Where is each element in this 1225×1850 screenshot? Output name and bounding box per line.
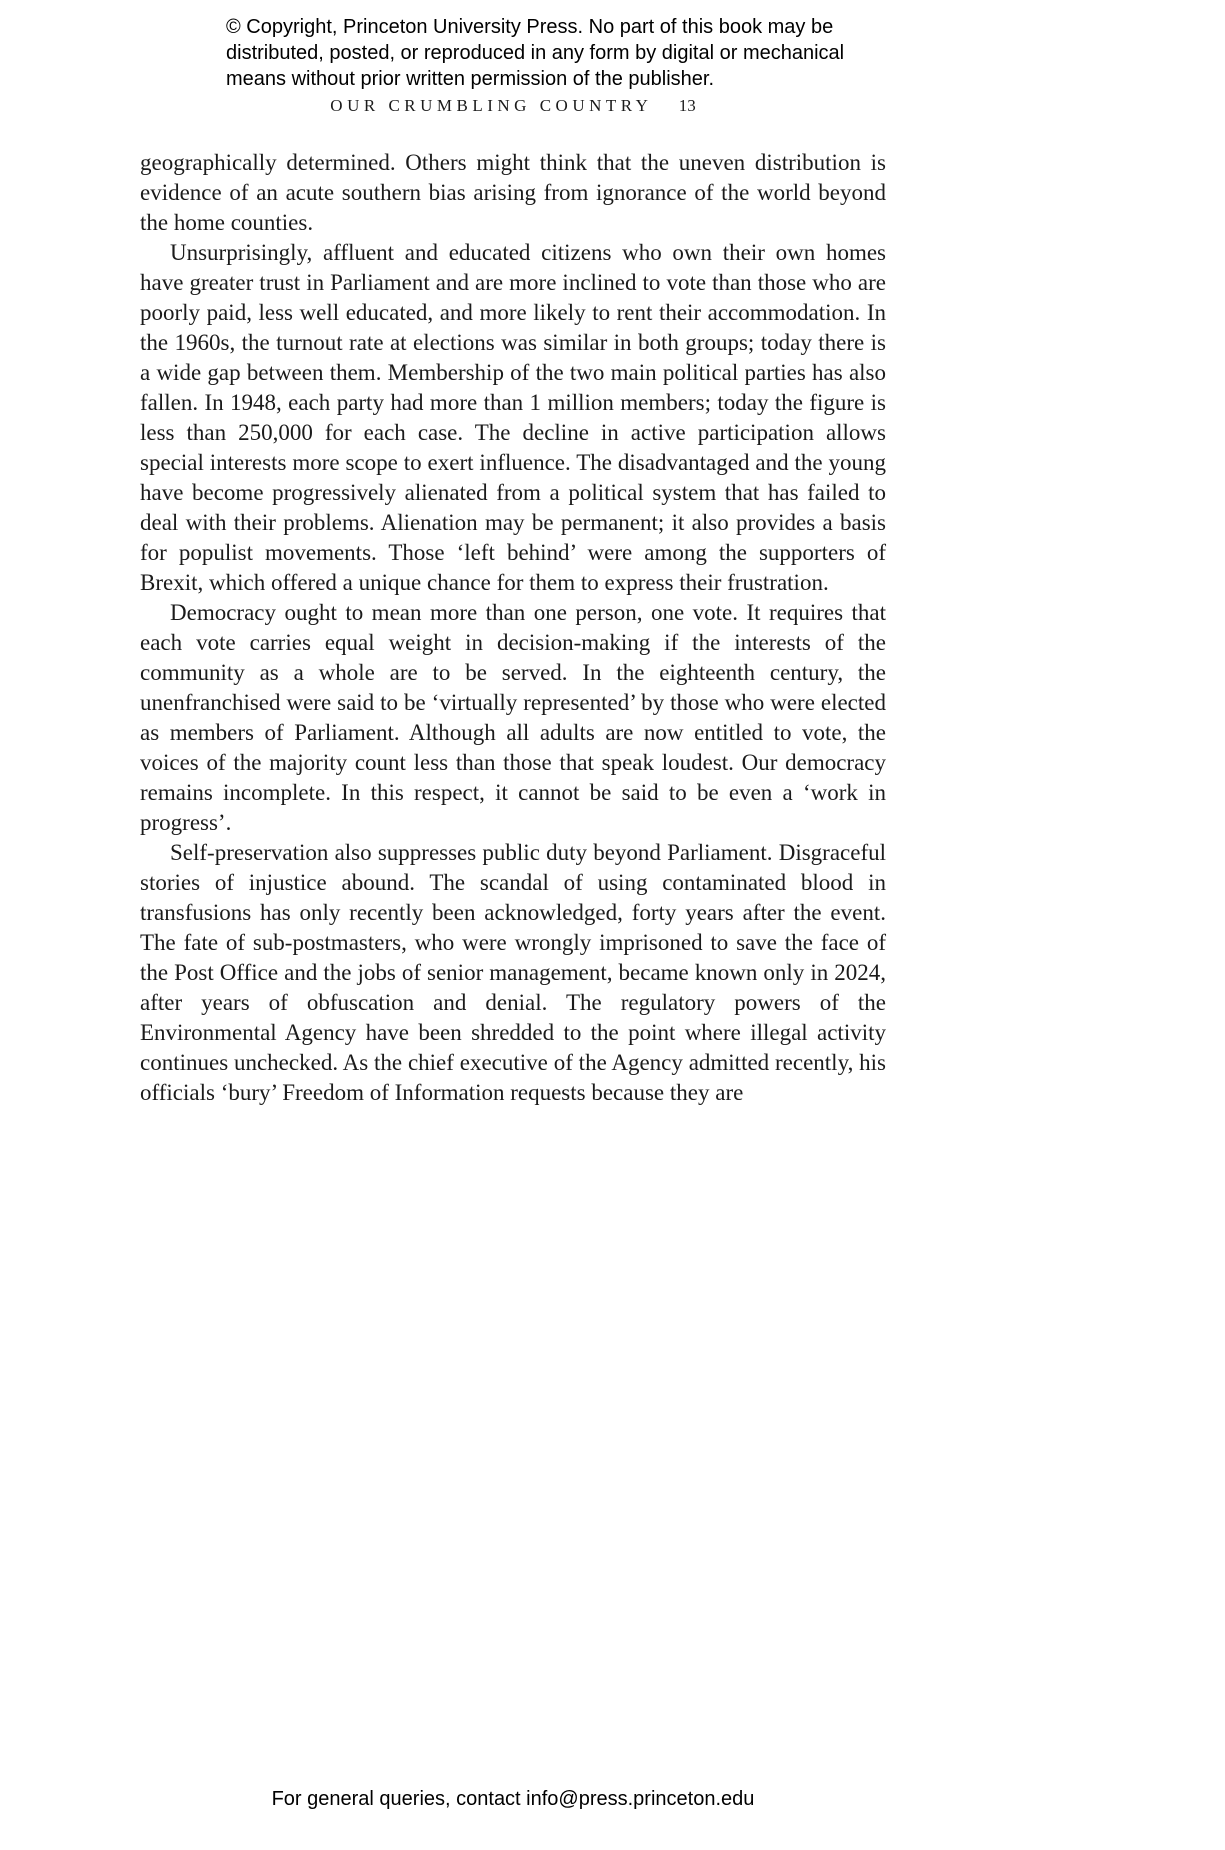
page-footer <box>140 1788 886 1811</box>
copyright-line-2: distributed, posted, or reproduced in any form by digital or mechanical <box>226 42 845 64</box>
running-header <box>140 96 886 116</box>
page-number: 13 <box>678 96 696 115</box>
copyright-line-1: © Copyright, Princeton University Press. No part of this book may be <box>226 16 834 38</box>
paragraph: Democracy ought to mean more than one person, one vote. It requires that each vote carries equal weight in decision-making if the interests of the community as a whole are to be served. In the eighteenth century, the unenfranchised were said to be ‘virtually represented’ by those who were elected as members of Parliament. Although all adults are now entitled to vote, the voices of the majority count less than those that speak loudest. Our democracy remains incomplete. In this respect, it cannot be said to be even a ‘work in progress’. <box>140 600 886 835</box>
copyright-line-3: means without prior written permission of the publisher. <box>226 68 715 90</box>
body-text <box>140 148 886 1108</box>
text-column <box>140 96 886 1108</box>
paragraph-continuation: geographically determined. Others might think that the uneven distribution is evidence of an acute southern bias arising from ignorance of the world beyond the home counties. <box>140 150 886 235</box>
paragraph: Self-preservation also suppresses public duty beyond Parliament. Disgraceful stories of injustice abound. The scandal of using contaminated blood in transfusions has only recently been acknowledged, forty years after the event. The fate of sub-postmasters, who were wrongly imprisoned to save the face of the Post Office and the jobs of senior management, became known only in 2024, after years of obfuscation and denial. The regulatory powers of the Environmental Agency have been shredded to the point where illegal activity continues unchecked. As the chief executive of the Agency admitted recently, his officials ‘bury’ Freedom of Information requests because they are <box>140 840 886 1105</box>
paragraph: Unsurprisingly, affluent and educated citizens who own their own homes have greater trust in Parliament and are more inclined to vote than those who are poorly paid, less well educated, and more likely to rent their accommodation. In the 1960s, the turnout rate at elections was similar in both groups; today there is a wide gap between them. Membership of the two main political parties has also fallen. In 1948, each party had more than 1 million members; today the figure is less than 250,000 for each case. The decline in active participation allows special interests more scope to exert influence. The disadvantaged and the young have become progressively alienated from a political system that has failed to deal with their problems. Alienation may be permanent; it also provides a basis for populist movements. Those ‘left behind’ were among the supporters of Brexit, which offered a unique chance for them to express their frustration. <box>140 240 886 595</box>
running-header-title: OUR CRUMBLING COUNTRY <box>330 96 653 115</box>
copyright-notice <box>226 14 866 92</box>
footer-text: For general queries, contact info@press.princeton.edu <box>271 1788 755 1810</box>
